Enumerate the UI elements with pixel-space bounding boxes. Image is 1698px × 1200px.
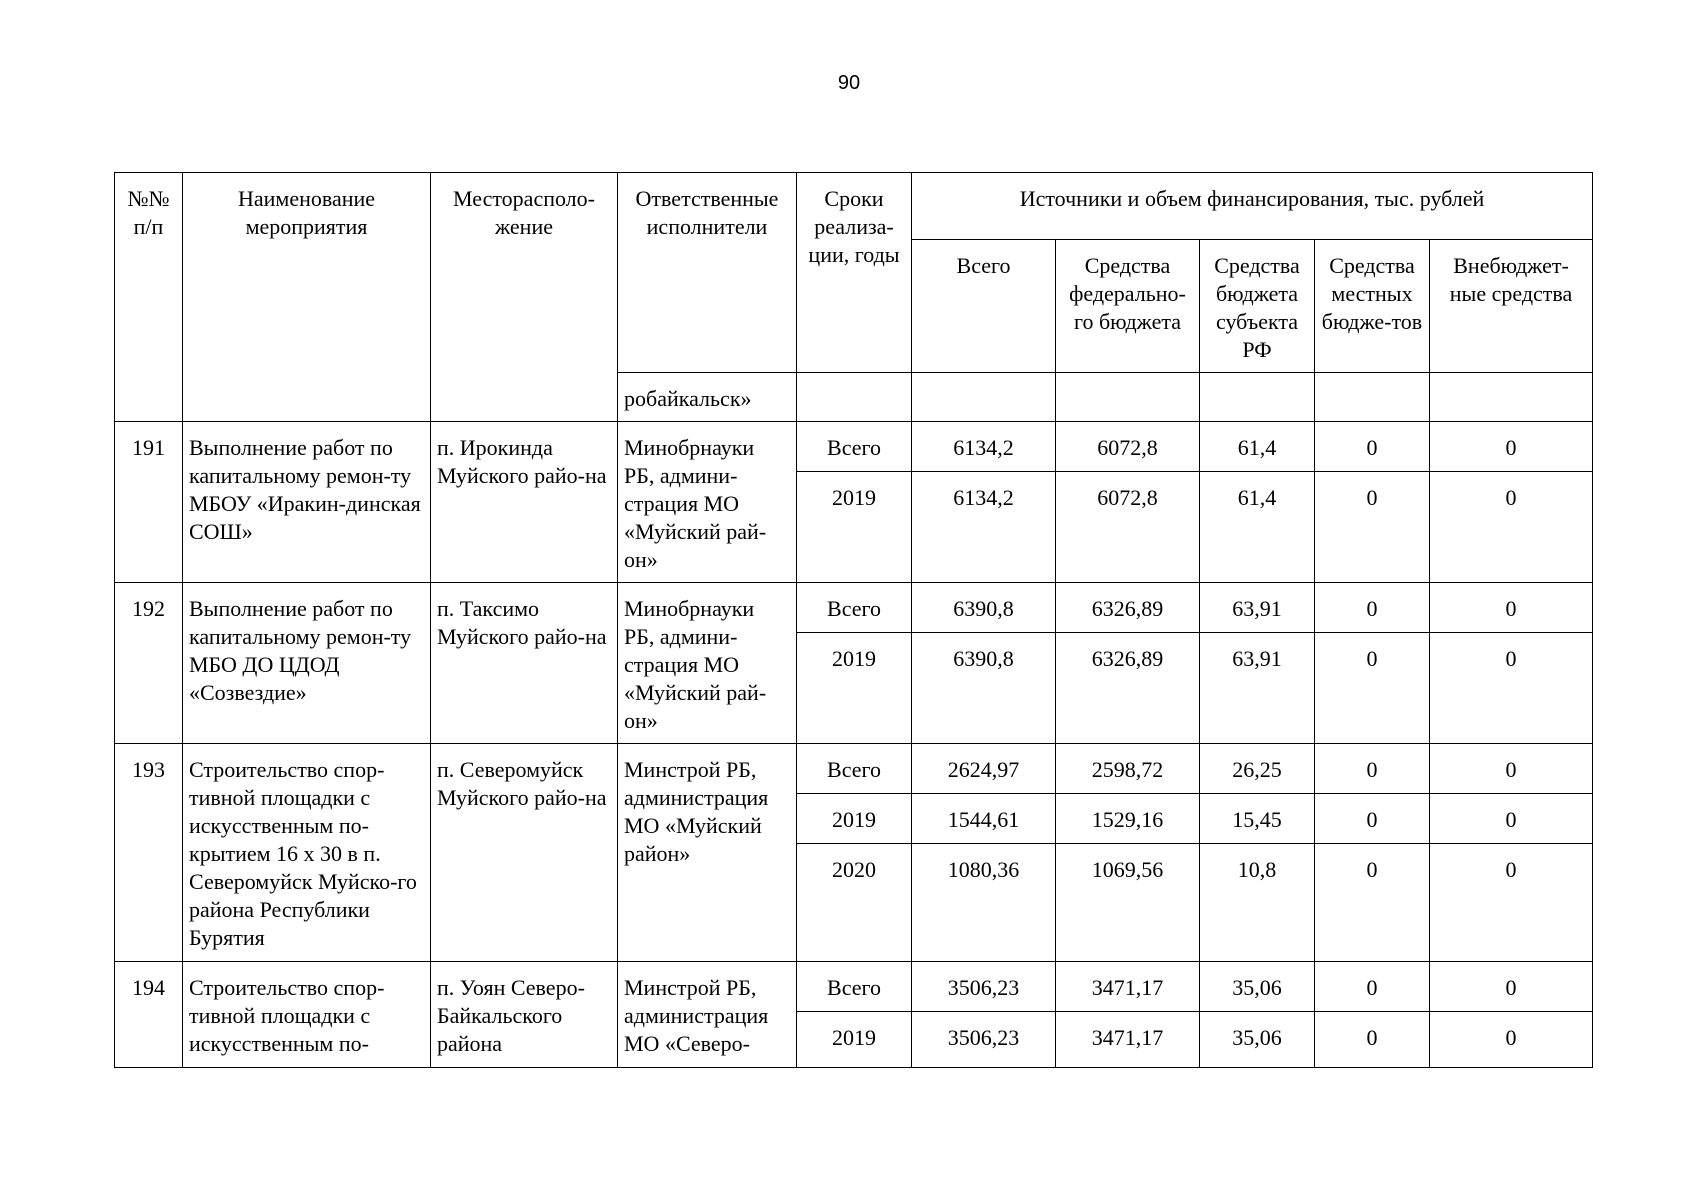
period-total: 2624,97: [912, 744, 1056, 794]
table-row: [115, 744, 1593, 794]
period-local: 0: [1315, 962, 1430, 1012]
row-responsible: Минобрнауки РБ, админи-страция МО «Муйский рай-он»: [618, 583, 797, 744]
row-num: 191: [115, 422, 183, 583]
period-federal: 6326,89: [1056, 583, 1200, 633]
period-federal: 6072,8: [1056, 472, 1200, 583]
period-local: 0: [1315, 633, 1430, 744]
period-total: 6134,2: [912, 422, 1056, 472]
table-row: [115, 583, 1593, 633]
period-subject: 26,25: [1200, 744, 1315, 794]
row-location: п. Уоян Северо-Байкальского района: [431, 962, 618, 1068]
period-extra: 0: [1430, 844, 1593, 962]
period-extra: 0: [1430, 1012, 1593, 1068]
period-total: 3506,23: [912, 1012, 1056, 1068]
period-local: 0: [1315, 422, 1430, 472]
period-total: 1544,61: [912, 794, 1056, 844]
row-location: п. Таксимо Муйского райо-на: [431, 583, 618, 744]
row-num: 194: [115, 962, 183, 1068]
period-subject: 61,4: [1200, 472, 1315, 583]
period-local: 0: [1315, 583, 1430, 633]
stub-cell: [1056, 373, 1200, 422]
period-federal: 1069,56: [1056, 844, 1200, 962]
period-extra: 0: [1430, 962, 1593, 1012]
stub-cell: [1315, 373, 1430, 422]
header-total: Всего: [912, 240, 1056, 373]
row-name: Строительство спор-тивной площадки с искусственным по-крытием 16 х 30 в п. Северомуйск Муйско-го района Республики Бурятия: [183, 744, 431, 962]
row-name: Строительство спор-тивной площадки с искусственным по-: [183, 962, 431, 1068]
table-row: [115, 962, 1593, 1012]
period-federal: 3471,17: [1056, 1012, 1200, 1068]
header-local: Средства местных бюдже-тов: [1315, 240, 1430, 373]
period-subject: 61,4: [1200, 422, 1315, 472]
period-subject: 35,06: [1200, 962, 1315, 1012]
page-number: 90: [837, 72, 861, 94]
period-local: 0: [1315, 1012, 1430, 1068]
period-subject: 10,8: [1200, 844, 1315, 962]
period-local: 0: [1315, 744, 1430, 794]
header-terms: Сроки реализа-ции, годы: [797, 173, 912, 373]
period-local: 0: [1315, 794, 1430, 844]
header-num: №№ п/п: [115, 173, 183, 422]
table-row: [115, 422, 1593, 472]
row-num: 193: [115, 744, 183, 962]
header-responsible: Ответственные исполнители: [618, 173, 797, 373]
period-extra: 0: [1430, 583, 1593, 633]
period-extra: 0: [1430, 472, 1593, 583]
row-location: п. Ирокинда Муйского райо-на: [431, 422, 618, 583]
stub-cell: [1430, 373, 1593, 422]
period-total: 1080,36: [912, 844, 1056, 962]
header-federal: Средства федерально-го бюджета: [1056, 240, 1200, 373]
period-local: 0: [1315, 844, 1430, 962]
period-year: 2020: [797, 844, 912, 962]
period-year: Всего: [797, 744, 912, 794]
row-name: Выполнение работ по капитальному ремон-ту МБОУ «Иракин-динская СОШ»: [183, 422, 431, 583]
header-subject: Средства бюджета субъекта РФ: [1200, 240, 1315, 373]
header-extra: Внебюджет-ные средства: [1430, 240, 1593, 373]
header-financing-group: Источники и объем финансирования, тыс. рублей: [912, 173, 1593, 240]
period-year: 2019: [797, 472, 912, 583]
row-name: Выполнение работ по капитальному ремон-ту МБО ДО ЦДОД «Созвездие»: [183, 583, 431, 744]
period-extra: 0: [1430, 422, 1593, 472]
period-total: 6134,2: [912, 472, 1056, 583]
row-responsible: Минстрой РБ, администрация МО «Северо-: [618, 962, 797, 1068]
period-federal: 2598,72: [1056, 744, 1200, 794]
period-federal: 6326,89: [1056, 633, 1200, 744]
row-responsible: Минобрнауки РБ, админи-страция МО «Муйский рай-он»: [618, 422, 797, 583]
stub-cell: [912, 373, 1056, 422]
stub-cell: [1200, 373, 1315, 422]
period-extra: 0: [1430, 633, 1593, 744]
period-subject: 63,91: [1200, 633, 1315, 744]
period-federal: 3471,17: [1056, 962, 1200, 1012]
financing-table: [114, 172, 1593, 1068]
period-subject: 35,06: [1200, 1012, 1315, 1068]
period-year: Всего: [797, 962, 912, 1012]
period-subject: 15,45: [1200, 794, 1315, 844]
period-total: 6390,8: [912, 633, 1056, 744]
header-name: Наименование мероприятия: [183, 173, 431, 422]
period-total: 3506,23: [912, 962, 1056, 1012]
header-location: Месторасполо-жение: [431, 173, 618, 422]
period-extra: 0: [1430, 744, 1593, 794]
period-federal: 1529,16: [1056, 794, 1200, 844]
row-num: 192: [115, 583, 183, 744]
period-subject: 63,91: [1200, 583, 1315, 633]
period-year: 2019: [797, 633, 912, 744]
row-location: п. Северомуйск Муйского райо-на: [431, 744, 618, 962]
row-responsible: Минстрой РБ, администрация МО «Муйский район»: [618, 744, 797, 962]
period-year: Всего: [797, 583, 912, 633]
period-year: 2019: [797, 794, 912, 844]
period-total: 6390,8: [912, 583, 1056, 633]
period-year: 2019: [797, 1012, 912, 1068]
period-local: 0: [1315, 472, 1430, 583]
stub-cell: [797, 373, 912, 422]
period-extra: 0: [1430, 794, 1593, 844]
continuation-text: робайкальск»: [618, 373, 797, 422]
period-year: Всего: [797, 422, 912, 472]
period-federal: 6072,8: [1056, 422, 1200, 472]
